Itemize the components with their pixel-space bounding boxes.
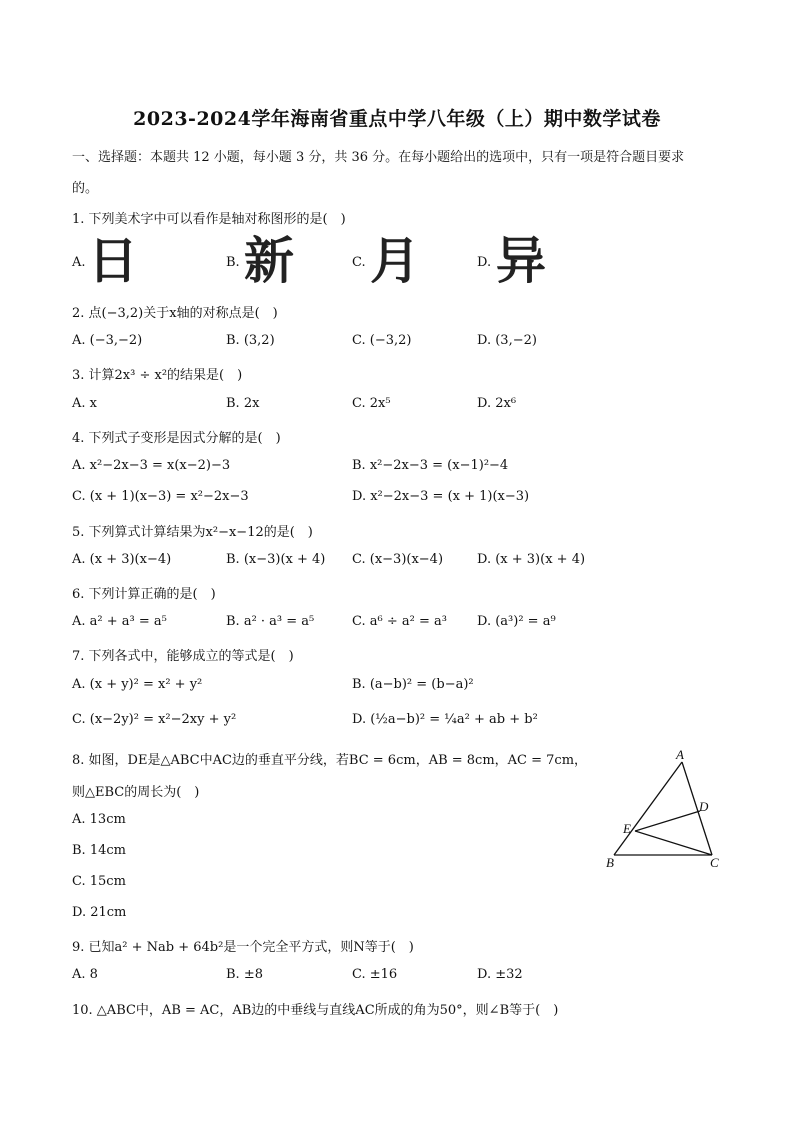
section-heading-line2: 的。 — [72, 181, 99, 196]
segment-ec — [635, 831, 712, 855]
q9-option-a: A. 8 — [72, 967, 98, 982]
question-7-stem: 7. 下列各式中，能够成立的等式是( ) — [72, 649, 294, 664]
q6-option-c: C. a⁶ ÷ a² = a³ — [352, 614, 447, 629]
q8-option-d: D. 21cm — [72, 905, 127, 920]
q8-option-b: B. 14cm — [72, 843, 126, 858]
question-5-stem: 5. 下列算式计算结果为x²−x−12的是( ) — [72, 525, 313, 540]
point-label-d: D — [699, 799, 709, 814]
vertex-label-b: B — [606, 855, 614, 870]
question-6-stem: 6. 下列计算正确的是( ) — [72, 587, 216, 602]
section-heading-line1: 一、选择题：本题共 12 小题，每小题 3 分，共 36 分。在每小题给出的选项中，只有一项是符合题目要求 — [72, 150, 685, 165]
segment-ab — [614, 762, 682, 855]
q8-option-a: A. 13cm — [72, 812, 126, 827]
q1-option-c-glyph: 月 — [370, 232, 420, 290]
q3-option-d: D. 2x⁶ — [477, 396, 517, 411]
q9-option-d: D. ±32 — [477, 967, 523, 982]
q7-option-a: A. (x + y)² = x² + y² — [72, 677, 203, 692]
q5-option-d: D. (x + 3)(x + 4) — [477, 552, 586, 567]
question-8-stem-line2: 则△EBC的周长为( ) — [72, 785, 200, 800]
q8-option-c: C. 15cm — [72, 874, 126, 889]
vertex-label-c: C — [710, 855, 719, 870]
q3-option-a: A. x — [72, 396, 97, 411]
q1-option-c-letter: C. — [352, 255, 366, 270]
question-9-stem: 9. 已知a² + Nab + 64b²是一个完全平方式，则N等于( ) — [72, 940, 414, 955]
q2-option-a: A. (−3,−2) — [72, 333, 143, 348]
q1-option-a-letter: A. — [72, 255, 86, 270]
q1-option-d-letter: D. — [477, 255, 492, 270]
q5-option-c: C. (x−3)(x−4) — [352, 552, 444, 567]
q7-option-c: C. (x−2y)² = x²−2xy + y² — [72, 712, 237, 727]
q1-option-b-letter: B. — [226, 255, 240, 270]
q7-option-b: B. (a−b)² = (b−a)² — [352, 677, 474, 692]
triangle-figure — [600, 745, 730, 875]
question-3-stem: 3. 计算2x³ ÷ x²的结果是( ) — [72, 368, 243, 383]
q1-option-b-glyph: 新 — [244, 232, 294, 290]
question-4-stem: 4. 下列式子变形是因式分解的是( ) — [72, 431, 281, 446]
q6-option-a: A. a² + a³ = a⁵ — [72, 614, 167, 629]
q3-option-c: C. 2x⁵ — [352, 396, 391, 411]
q9-option-c: C. ±16 — [352, 967, 398, 982]
q4-option-d: D. x²−2x−3 = (x + 1)(x−3) — [352, 489, 530, 504]
question-2-stem: 2. 点(−3,2)关于x轴的对称点是( ) — [72, 306, 278, 321]
question-8-stem: 8. 如图，DE是△ABC中AC边的垂直平分线，若BC = 6cm，AB = 8cm，AC = 7cm， — [72, 753, 588, 768]
q1-option-a-glyph: 日 — [88, 232, 138, 290]
question-1-stem: 1. 下列美术字中可以看作是轴对称图形的是( ) — [72, 212, 346, 227]
q4-option-c: C. (x + 1)(x−3) = x²−2x−3 — [72, 489, 249, 504]
q6-option-d: D. (a³)² = a⁹ — [477, 614, 556, 629]
q2-option-c: C. (−3,2) — [352, 333, 412, 348]
vertex-label-a: A — [676, 747, 684, 762]
page-title: 2023-2024学年海南省重点中学八年级（上）期中数学试卷 — [133, 108, 661, 130]
q2-option-d: D. (3,−2) — [477, 333, 537, 348]
q1-option-d-glyph: 异 — [496, 232, 546, 290]
q6-option-b: B. a² · a³ = a⁵ — [226, 614, 315, 629]
q4-option-a: A. x²−2x−3 = x(x−2)−3 — [72, 458, 231, 473]
q2-option-b: B. (3,2) — [226, 333, 275, 348]
q7-option-d: D. (½a−b)² = ¼a² + ab + b² — [352, 712, 538, 727]
question-10-stem: 10. △ABC中，AB = AC，AB边的中垂线与直线AC所成的角为50°，则∠B等于( ) — [72, 1003, 559, 1018]
q3-option-b: B. 2x — [226, 396, 260, 411]
q5-option-a: A. (x + 3)(x−4) — [72, 552, 172, 567]
q9-option-b: B. ±8 — [226, 967, 263, 982]
q4-option-b: B. x²−2x−3 = (x−1)²−4 — [352, 458, 509, 473]
q5-option-b: B. (x−3)(x + 4) — [226, 552, 326, 567]
point-label-e: E — [623, 821, 631, 836]
